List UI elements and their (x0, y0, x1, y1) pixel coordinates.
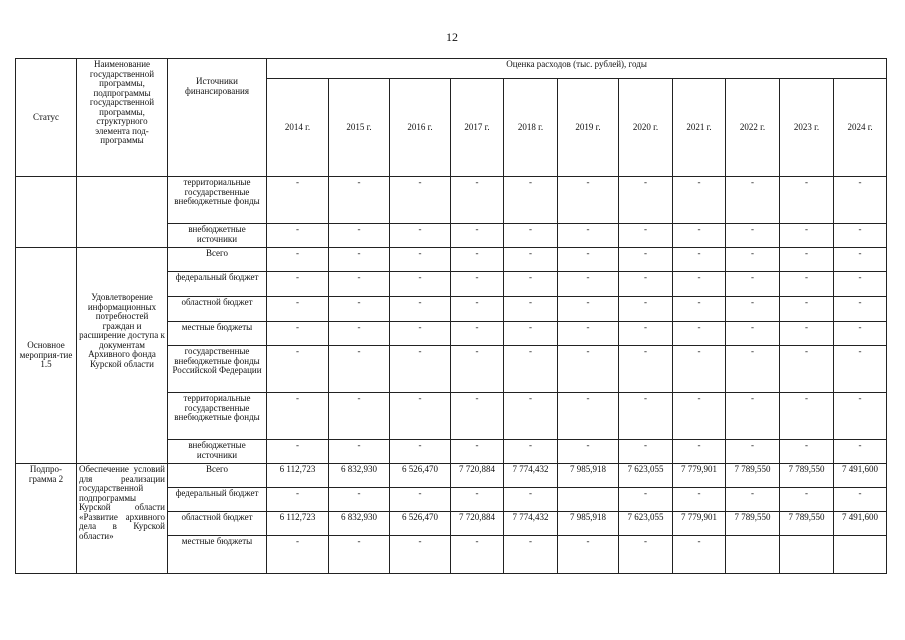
value-cell: 7 789,550 (726, 464, 780, 488)
value-cell: - (267, 297, 329, 322)
value-cell: - (451, 297, 504, 322)
year-header: 2020 г. (619, 79, 673, 177)
value-cell: - (726, 346, 780, 393)
value-cell: - (329, 272, 390, 297)
value-cell: 7 789,550 (780, 464, 834, 488)
value-cell: - (834, 488, 887, 512)
source-cell: территориальные государственные внебюджетные фонды (168, 177, 267, 224)
value-cell (558, 488, 619, 512)
value-cell: - (504, 272, 558, 297)
value-cell: 7 491,600 (834, 512, 887, 536)
value-cell: - (329, 224, 390, 248)
value-cell: - (673, 297, 726, 322)
value-cell: - (780, 224, 834, 248)
value-cell: 7 789,550 (780, 512, 834, 536)
value-cell: - (780, 440, 834, 464)
source-cell: территориальные государственные внебюджетные фонды (168, 393, 267, 440)
year-header: 2021 г. (673, 79, 726, 177)
value-cell: - (329, 488, 390, 512)
value-cell: - (726, 488, 780, 512)
value-cell: - (390, 297, 451, 322)
value-cell: - (451, 322, 504, 346)
value-cell: 7 491,600 (834, 464, 887, 488)
name-cell (77, 177, 168, 248)
value-cell: - (504, 488, 558, 512)
value-cell: - (619, 272, 673, 297)
year-header: 2017 г. (451, 79, 504, 177)
name-cell: Удовлетворение информационных потребностей граждан и расширение доступа к документам Архивного фонда Курской области (77, 248, 168, 464)
table-row (16, 248, 887, 272)
value-cell: - (726, 322, 780, 346)
year-header: 2016 г. (390, 79, 451, 177)
value-cell: - (673, 346, 726, 393)
value-cell: 7 985,918 (558, 512, 619, 536)
value-cell: - (726, 297, 780, 322)
value-cell: - (558, 440, 619, 464)
value-cell: 7 774,432 (504, 512, 558, 536)
value-cell: - (504, 393, 558, 440)
year-header: 2019 г. (558, 79, 619, 177)
budget-table (15, 58, 887, 574)
value-cell: - (390, 322, 451, 346)
value-cell: - (834, 272, 887, 297)
source-cell: Всего (168, 464, 267, 488)
value-cell: - (504, 346, 558, 393)
value-cell: - (726, 248, 780, 272)
value-cell: - (619, 322, 673, 346)
value-cell: - (780, 322, 834, 346)
value-cell: - (726, 177, 780, 224)
value-cell: - (451, 272, 504, 297)
value-cell: - (504, 177, 558, 224)
value-cell: - (619, 346, 673, 393)
value-cell: - (619, 224, 673, 248)
value-cell: - (504, 224, 558, 248)
table-row (16, 464, 887, 488)
value-cell: - (329, 440, 390, 464)
value-cell: - (451, 177, 504, 224)
value-cell: - (673, 177, 726, 224)
value-cell: - (390, 346, 451, 393)
value-cell: - (558, 536, 619, 574)
year-header: 2015 г. (329, 79, 390, 177)
header-sources: Источники финансирования (168, 59, 267, 177)
source-cell: государственные внебюджетные фонды Российской Федерации (168, 346, 267, 393)
source-cell: внебюджетные источники (168, 224, 267, 248)
value-cell: - (726, 224, 780, 248)
value-cell: - (558, 393, 619, 440)
value-cell: - (619, 177, 673, 224)
value-cell: - (558, 297, 619, 322)
value-cell: 7 774,432 (504, 464, 558, 488)
value-cell: - (558, 272, 619, 297)
value-cell: 7 720,884 (451, 464, 504, 488)
header-name: Наименование государственной программы, подпрограммы государственной программы, структурного элемента под-программы (77, 59, 168, 177)
status-cell: Основное мероприя-тие 1.5 (16, 248, 77, 464)
source-cell: местные бюджеты (168, 322, 267, 346)
status-cell: Подпро-грамма 2 (16, 464, 77, 574)
status-cell (16, 177, 77, 248)
value-cell: - (834, 297, 887, 322)
value-cell: - (390, 177, 451, 224)
value-cell: - (451, 346, 504, 393)
value-cell: 6 832,930 (329, 512, 390, 536)
value-cell: - (834, 346, 887, 393)
value-cell: - (834, 440, 887, 464)
value-cell (780, 536, 834, 574)
page-number: 12 (446, 30, 458, 44)
value-cell: - (834, 248, 887, 272)
value-cell: 7 623,055 (619, 512, 673, 536)
value-cell: - (780, 346, 834, 393)
year-header: 2018 г. (504, 79, 558, 177)
source-cell: внебюджетные источники (168, 440, 267, 464)
value-cell: - (673, 322, 726, 346)
value-cell: - (673, 536, 726, 574)
value-cell: - (834, 393, 887, 440)
value-cell: - (390, 488, 451, 512)
year-header: 2024 г. (834, 79, 887, 177)
value-cell: - (558, 177, 619, 224)
value-cell: - (451, 393, 504, 440)
value-cell: - (619, 297, 673, 322)
value-cell: - (504, 440, 558, 464)
value-cell (726, 536, 780, 574)
value-cell: 7 985,918 (558, 464, 619, 488)
source-cell: Всего (168, 248, 267, 272)
value-cell: - (619, 440, 673, 464)
source-cell: областной бюджет (168, 297, 267, 322)
value-cell: - (504, 322, 558, 346)
value-cell: - (267, 224, 329, 248)
value-cell: - (504, 248, 558, 272)
value-cell: - (504, 536, 558, 574)
value-cell: 7 779,901 (673, 512, 726, 536)
value-cell: - (390, 393, 451, 440)
source-cell: федеральный бюджет (168, 488, 267, 512)
source-cell: областной бюджет (168, 512, 267, 536)
value-cell: - (390, 440, 451, 464)
value-cell: - (619, 248, 673, 272)
value-cell: - (329, 248, 390, 272)
value-cell: - (451, 440, 504, 464)
name-cell: Обеспечение условий для реализации государственной подпрограммы Курской области «Развитие архивного дела в Курской области» (77, 464, 168, 574)
value-cell: - (329, 393, 390, 440)
value-cell: - (558, 224, 619, 248)
value-cell: - (780, 177, 834, 224)
year-header: 2014 г. (267, 79, 329, 177)
value-cell: - (267, 346, 329, 393)
value-cell: - (673, 248, 726, 272)
value-cell: - (780, 393, 834, 440)
value-cell: - (780, 297, 834, 322)
header-estimate: Оценка расходов (тыс. рублей), годы (267, 59, 887, 79)
value-cell: 7 789,550 (726, 512, 780, 536)
value-cell: - (329, 177, 390, 224)
value-cell: 7 623,055 (619, 464, 673, 488)
value-cell: - (558, 248, 619, 272)
value-cell: - (504, 297, 558, 322)
value-cell: - (267, 177, 329, 224)
value-cell: - (267, 440, 329, 464)
value-cell: - (673, 440, 726, 464)
value-cell: - (390, 224, 451, 248)
value-cell: - (267, 536, 329, 574)
value-cell: - (619, 536, 673, 574)
value-cell: - (780, 272, 834, 297)
value-cell: - (390, 272, 451, 297)
table-row (16, 177, 887, 224)
year-header: 2022 г. (726, 79, 780, 177)
value-cell: - (834, 322, 887, 346)
value-cell: - (673, 488, 726, 512)
value-cell: - (267, 322, 329, 346)
value-cell (834, 536, 887, 574)
value-cell: - (390, 536, 451, 574)
value-cell: - (726, 272, 780, 297)
value-cell: - (267, 272, 329, 297)
value-cell: 6 526,470 (390, 512, 451, 536)
value-cell: - (619, 488, 673, 512)
value-cell: - (451, 248, 504, 272)
source-cell: федеральный бюджет (168, 272, 267, 297)
value-cell: 7 720,884 (451, 512, 504, 536)
value-cell: - (726, 393, 780, 440)
value-cell: - (780, 488, 834, 512)
value-cell: - (451, 488, 504, 512)
value-cell: - (558, 346, 619, 393)
value-cell: - (329, 536, 390, 574)
source-cell: местные бюджеты (168, 536, 267, 574)
value-cell: - (451, 536, 504, 574)
value-cell: 6 526,470 (390, 464, 451, 488)
value-cell: - (673, 224, 726, 248)
value-cell: - (673, 393, 726, 440)
header-status: Статус (16, 59, 77, 177)
value-cell: - (451, 224, 504, 248)
value-cell: - (390, 248, 451, 272)
value-cell: - (834, 224, 887, 248)
value-cell: 6 112,723 (267, 464, 329, 488)
value-cell: - (726, 440, 780, 464)
value-cell: - (329, 322, 390, 346)
value-cell: - (329, 346, 390, 393)
value-cell: - (834, 177, 887, 224)
value-cell: - (619, 393, 673, 440)
value-cell: 6 832,930 (329, 464, 390, 488)
year-header: 2023 г. (780, 79, 834, 177)
value-cell: - (267, 248, 329, 272)
value-cell: - (329, 297, 390, 322)
value-cell: - (673, 272, 726, 297)
value-cell: - (780, 248, 834, 272)
value-cell: 7 779,901 (673, 464, 726, 488)
value-cell: - (267, 488, 329, 512)
value-cell: 6 112,723 (267, 512, 329, 536)
value-cell: - (267, 393, 329, 440)
value-cell: - (558, 322, 619, 346)
